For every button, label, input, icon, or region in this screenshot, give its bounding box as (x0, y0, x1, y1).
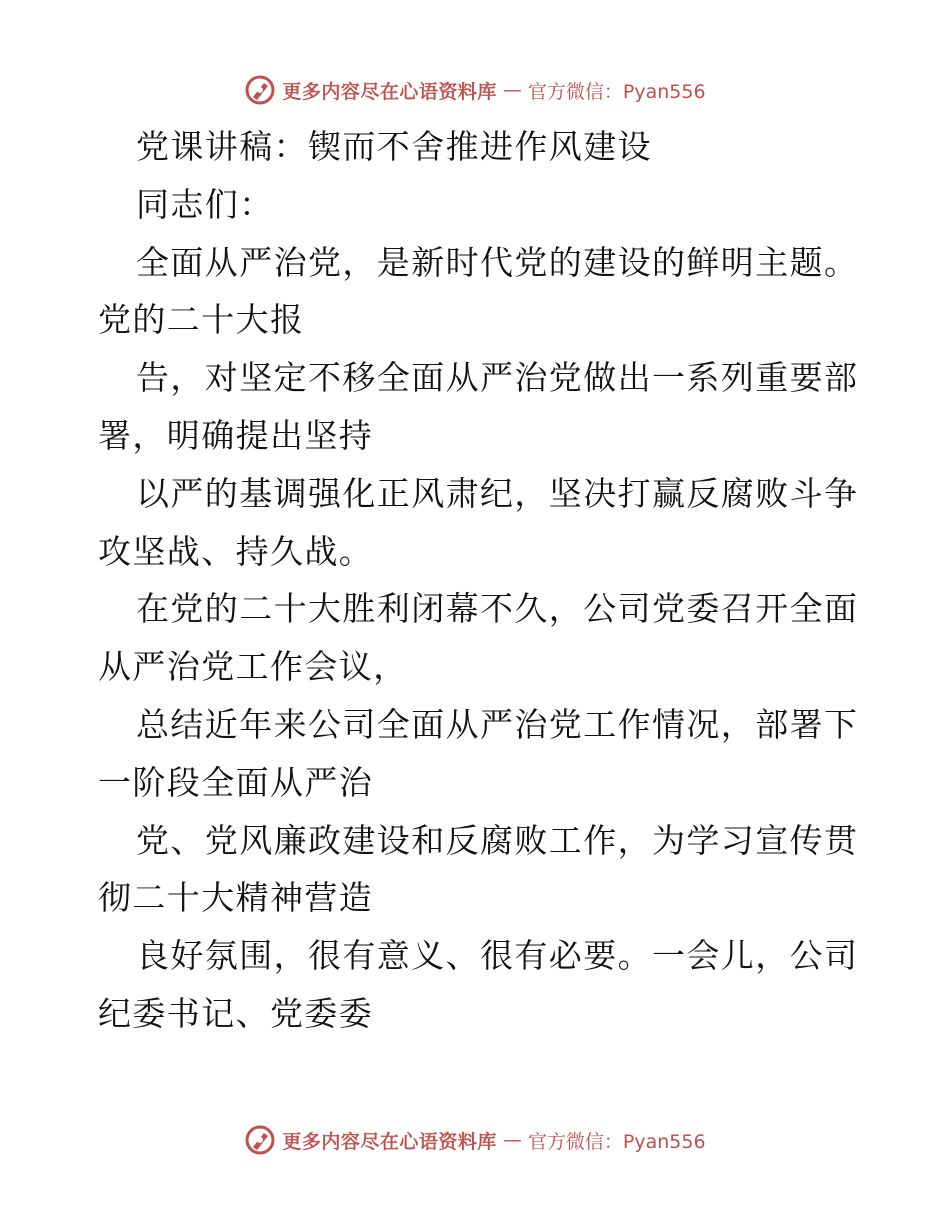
watermark-wechat-text: 官方微信：Pyan556 (527, 1130, 706, 1153)
paragraph-line: 党、党风廉政建设和反腐败工作，为学习宣传贯 (136, 820, 859, 860)
watermark-main-text: 更多内容尽在心语资料库 (282, 1130, 497, 1153)
watermark-wechat-text: 官方微信：Pyan556 (527, 80, 706, 103)
paragraph-line: 彻二十大精神营造 (98, 878, 374, 918)
pen-logo-icon (244, 1124, 276, 1156)
paragraph-line: 以严的基调强化正风肃纪，坚决打赢反腐败斗争 (136, 473, 859, 513)
paragraph-line: 从严治党工作会议， (98, 647, 408, 687)
paragraph-line: 总结近年来公司全面从严治党工作情况，部署下 (136, 704, 859, 744)
salutation: 同志们： (136, 184, 274, 224)
footer-watermark (0, 1120, 950, 1160)
paragraph-line: 在党的二十大胜利闭幕不久，公司党委召开全面 (136, 589, 859, 629)
paragraph-line: 党的二十大报 (98, 300, 305, 340)
paragraph-line: 一阶段全面从严治 (98, 762, 374, 802)
document-title: 党课讲稿：锲而不舍推进作风建设 (136, 127, 652, 166)
paragraph-line: 署，明确提出坚持 (98, 415, 374, 455)
watermark-dash: — (502, 1129, 522, 1151)
paragraph-line: 全面从严治党，是新时代党的建设的鲜明主题。 (136, 242, 859, 282)
watermark-dash: — (502, 79, 522, 101)
paragraph-line: 告，对坚定不移全面从严治党做出一系列重要部 (136, 358, 859, 398)
pen-logo-icon (244, 74, 276, 106)
watermark-main-text: 更多内容尽在心语资料库 (282, 80, 497, 103)
paragraph-line: 良好氛围，很有意义、很有必要。一会儿，公司 (136, 936, 859, 976)
paragraph-line: 攻坚战、持久战。 (98, 531, 374, 571)
document-body (98, 118, 858, 1043)
paragraph-line: 纪委书记、党委委 (98, 993, 374, 1033)
header-watermark (0, 70, 950, 110)
